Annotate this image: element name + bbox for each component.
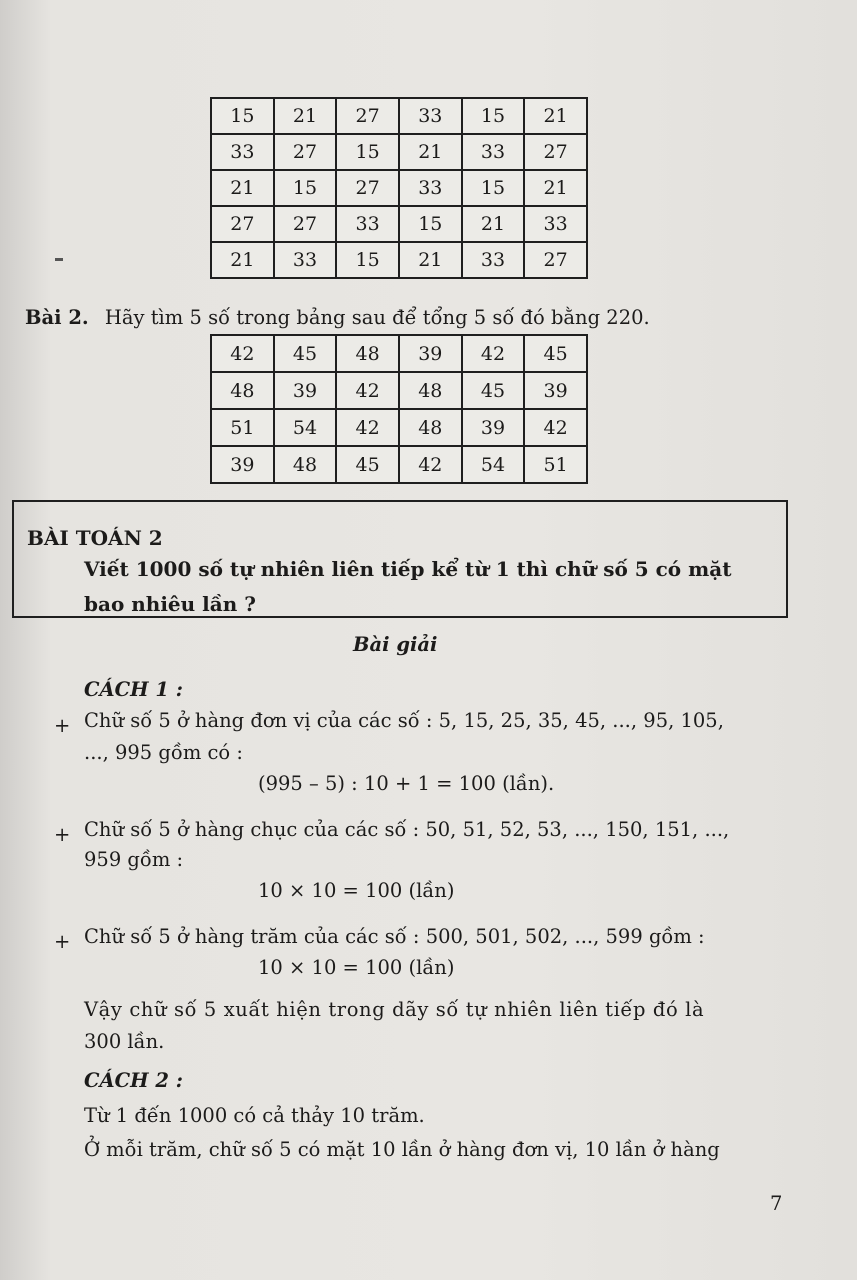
grid-cell: 21 [399, 242, 462, 278]
grid-row [211, 98, 587, 134]
grid-cell: 45 [336, 446, 399, 483]
grid-cell: 33 [399, 170, 462, 206]
grid-cell: 42 [211, 335, 274, 372]
grid-cell: 27 [274, 134, 337, 170]
cach1-item1-formula: (995 – 5) : 10 + 1 = 100 (lần). [258, 772, 555, 795]
grid-cell: 27 [524, 134, 587, 170]
number-grid-2 [210, 334, 588, 484]
grid-row [211, 409, 587, 446]
grid-cell: 33 [524, 206, 587, 242]
grid-cell: 15 [399, 206, 462, 242]
grid-cell: 39 [524, 372, 587, 409]
grid-cell: 42 [336, 409, 399, 446]
grid-cell: 54 [462, 446, 525, 483]
cach1-item3-formula: 10 × 10 = 100 (lần) [258, 956, 455, 979]
grid-cell: 21 [274, 98, 337, 134]
grid-row [211, 134, 587, 170]
cach1-item2-line1: Chữ số 5 ở hàng chục của các số : 50, 51, 52, 53, ..., 150, 151, ..., [84, 818, 730, 841]
grid-cell: 33 [336, 206, 399, 242]
problem-title: BÀI TOÁN 2 [27, 526, 163, 550]
cach2-heading: CÁCH 2 : [84, 1069, 183, 1092]
grid-cell: 21 [524, 98, 587, 134]
bai2-text: Hãy tìm 5 số trong bảng sau để tổng 5 số đó bằng 220. [104, 306, 650, 329]
grid-cell: 15 [336, 134, 399, 170]
grid-cell: 15 [274, 170, 337, 206]
grid-cell: 21 [399, 134, 462, 170]
grid-cell: 48 [211, 372, 274, 409]
grid-cell: 42 [524, 409, 587, 446]
grid-cell: 33 [274, 242, 337, 278]
grid-row [211, 242, 587, 278]
grid-cell: 39 [211, 446, 274, 483]
grid-row [211, 335, 587, 372]
grid-cell: 33 [211, 134, 274, 170]
grid-cell: 48 [399, 372, 462, 409]
grid-cell: 42 [399, 446, 462, 483]
cach1-conclusion-line1: Vậy chữ số 5 xuất hiện trong dãy số tự nhiên liên tiếp đó là [84, 998, 705, 1021]
grid-cell: 45 [462, 372, 525, 409]
grid-cell: 27 [274, 206, 337, 242]
grid-cell: 39 [462, 409, 525, 446]
grid-cell: 45 [274, 335, 337, 372]
bullet-2: + [54, 823, 71, 846]
cach1-item3-line1: Chữ số 5 ở hàng trăm của các số : 500, 501, 502, ..., 599 gồm : [84, 925, 705, 948]
number-grid-1 [210, 97, 588, 279]
grid-cell: 48 [274, 446, 337, 483]
grid-row [211, 372, 587, 409]
bullet-3: + [54, 930, 71, 953]
grid-row [211, 446, 587, 483]
grid-cell: 42 [336, 372, 399, 409]
grid-cell: 33 [462, 242, 525, 278]
grid-cell: 15 [336, 242, 399, 278]
grid-cell: 51 [211, 409, 274, 446]
problem-line-1: Viết 1000 số tự nhiên liên tiếp kể từ 1 thì chữ số 5 có mặt [84, 557, 732, 581]
pencil-mark [55, 258, 63, 261]
grid-cell: 33 [462, 134, 525, 170]
grid-cell: 21 [462, 206, 525, 242]
bullet-1: + [54, 714, 71, 737]
grid-cell: 51 [524, 446, 587, 483]
cach1-conclusion-line2: 300 lần. [84, 1030, 165, 1053]
cach1-item1-line2: ..., 995 gồm có : [84, 741, 243, 764]
grid-cell: 21 [524, 170, 587, 206]
cach1-item2-line2: 959 gồm : [84, 848, 184, 871]
grid-cell: 27 [336, 170, 399, 206]
grid-cell: 42 [462, 335, 525, 372]
cach2-line1: Từ 1 đến 1000 có cả thảy 10 trăm. [84, 1104, 425, 1127]
grid-cell: 48 [399, 409, 462, 446]
bai2-label: Bài 2. [25, 306, 89, 329]
grid-row [211, 206, 587, 242]
grid-cell: 54 [274, 409, 337, 446]
grid-row [211, 170, 587, 206]
grid-cell: 15 [462, 98, 525, 134]
grid-cell: 33 [399, 98, 462, 134]
cach1-item1-line1: Chữ số 5 ở hàng đơn vị của các số : 5, 15, 25, 35, 45, ..., 95, 105, [84, 709, 724, 732]
grid-cell: 27 [336, 98, 399, 134]
cach1-item2-formula: 10 × 10 = 100 (lần) [258, 879, 455, 902]
grid-cell: 45 [524, 335, 587, 372]
cach2-line2: Ở mỗi trăm, chữ số 5 có mặt 10 lần ở hàng đơn vị, 10 lần ở hàng [84, 1138, 720, 1161]
grid-cell: 15 [211, 98, 274, 134]
grid-cell: 27 [524, 242, 587, 278]
solution-title: Bài giải [353, 633, 438, 656]
grid-cell: 21 [211, 170, 274, 206]
page-number: 7 [770, 1192, 783, 1215]
bai2-line [25, 306, 650, 329]
grid-cell: 48 [336, 335, 399, 372]
grid-cell: 21 [211, 242, 274, 278]
grid-cell: 39 [274, 372, 337, 409]
grid-cell: 39 [399, 335, 462, 372]
cach1-heading: CÁCH 1 : [84, 678, 183, 701]
problem-line-2: bao nhiêu lần ? [84, 592, 256, 616]
grid-cell: 15 [462, 170, 525, 206]
grid-cell: 27 [211, 206, 274, 242]
